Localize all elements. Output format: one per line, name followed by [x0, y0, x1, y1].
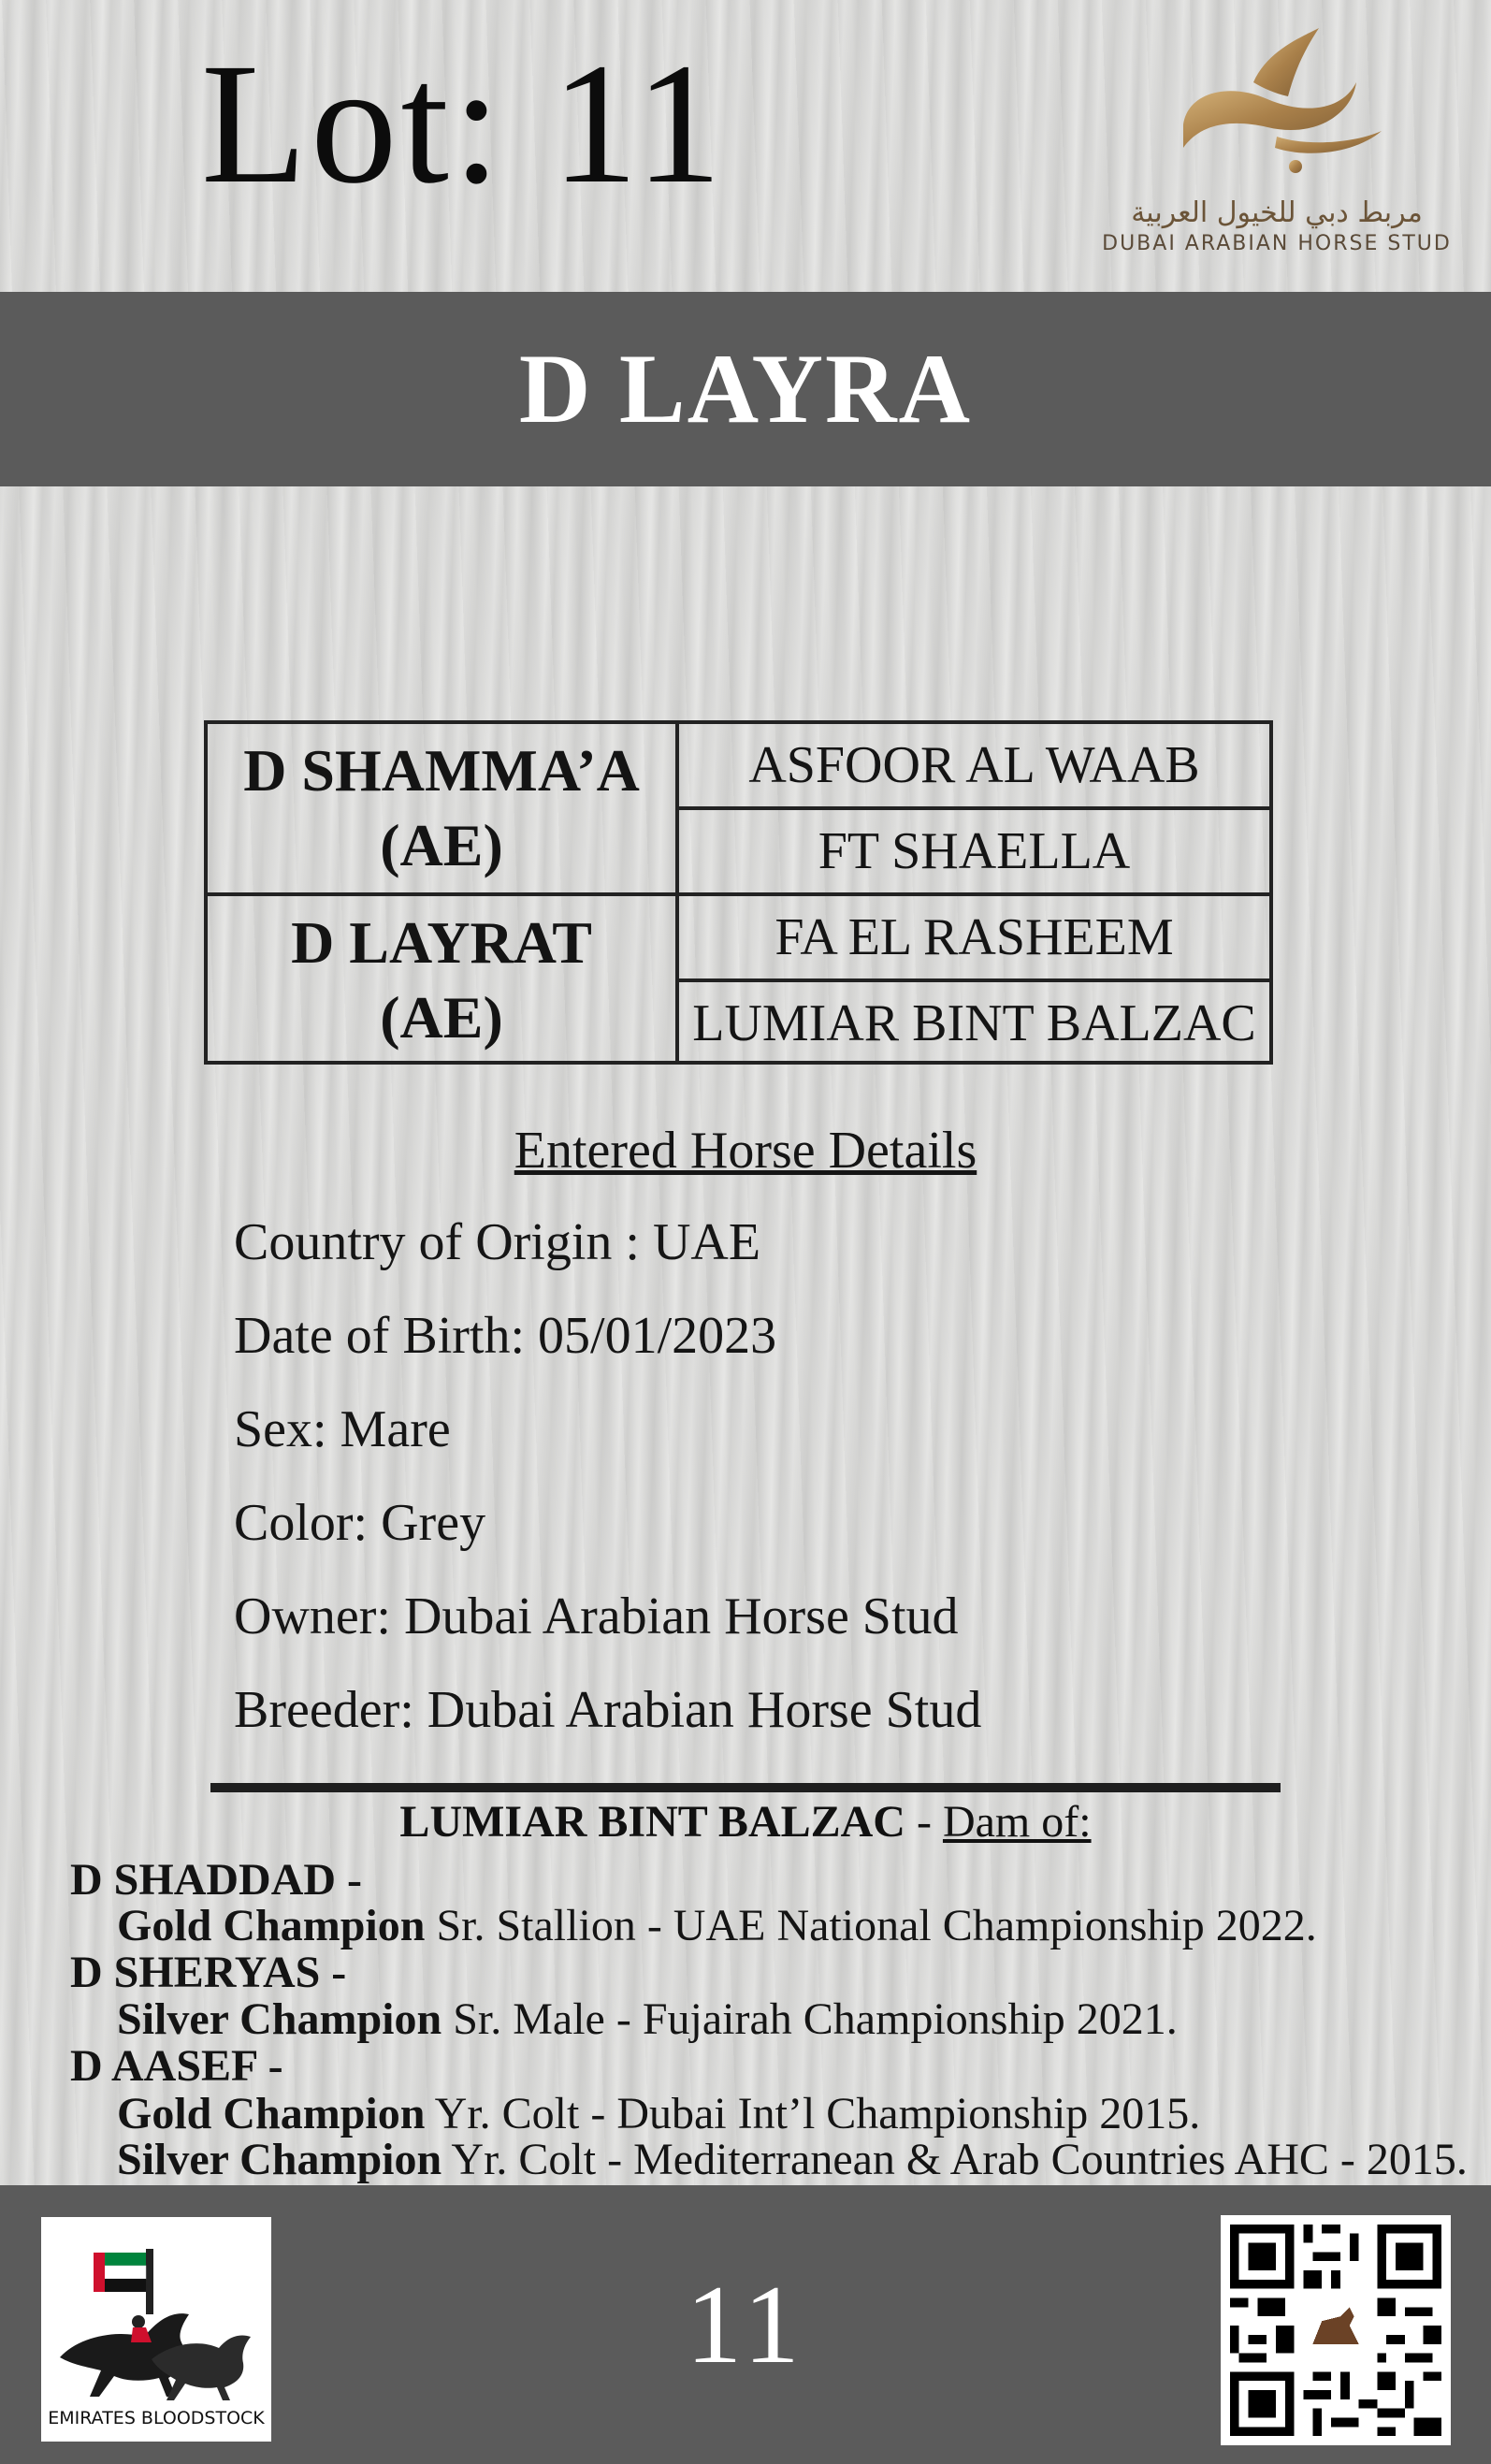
pedigree-sire: [208, 724, 675, 892]
offspring-record: Gold Champion Yr. Colt - Dubai Int’l Championship 2015.: [117, 2089, 1201, 2138]
detail-owner: Owner: Dubai Arabian Horse Stud: [234, 1587, 959, 1645]
detail-breeder: Breeder: Dubai Arabian Horse Stud: [234, 1681, 982, 1739]
detail-country: Country of Origin : UAE: [234, 1213, 761, 1271]
pedigree-dam-sire: FA EL RASHEEM: [774, 908, 1174, 966]
section-divider: [210, 1783, 1281, 1792]
dam-of-heading: [0, 1796, 1491, 1848]
offspring-record: Silver Champion Sr. Male - Fujairah Championship 2021.: [117, 1994, 1178, 2044]
emirates-bloodstock-logo: [41, 2217, 271, 2442]
sire-country: (AE): [380, 812, 503, 878]
pedigree-sire-sire: ASFOOR AL WAAB: [748, 736, 1200, 794]
detail-sex: Sex: Mare: [234, 1400, 451, 1458]
footer-band: [0, 2185, 1491, 2464]
horse-name-band: [0, 292, 1491, 486]
qr-code[interactable]: [1221, 2215, 1451, 2445]
offspring-record: Gold Champion Sr. Stallion - UAE National Championship 2022.: [117, 1901, 1317, 1950]
offspring-name: D SHADDAD -: [70, 1855, 362, 1905]
dam-of-label: Dam of:: [942, 1797, 1092, 1847]
detail-dob: Date of Birth: 05/01/2023: [234, 1307, 777, 1365]
horse-name: D LAYRA: [518, 334, 973, 443]
footer-lot-number: 11: [686, 2262, 805, 2386]
sire-name: D SHAMMA’A: [243, 737, 640, 804]
detail-color: Color: Grey: [234, 1494, 486, 1552]
pedigree-table: [204, 720, 1273, 1065]
details-heading: Entered Horse Details: [514, 1122, 977, 1180]
dam-country: (AE): [380, 984, 503, 1051]
qr-code-icon: [1221, 2215, 1451, 2445]
pedigree-dam: [208, 896, 675, 1065]
dam-of-separator: -: [905, 1797, 943, 1847]
offspring-record: Silver Champion Yr. Colt - Mediterranean & Arab Countries AHC - 2015.: [117, 2135, 1468, 2184]
dam-name: D LAYRAT: [291, 909, 592, 976]
emirates-bloodstock-text: EMIRATES BLOODSTOCK: [48, 2408, 265, 2428]
pedigree-dam-dam: LUMIAR BINT BALZAC: [692, 994, 1256, 1052]
racing-horse-flag-icon: [41, 2217, 271, 2404]
offspring-name: D AASEF -: [70, 2041, 283, 2091]
lot-title: Lot: 11: [201, 28, 726, 220]
dam-of-dam-name: LUMIAR BINT BALZAC: [399, 1797, 905, 1847]
pedigree-sire-dam: FT SHAELLA: [818, 822, 1131, 880]
stud-emblem-icon: [1165, 26, 1389, 185]
offspring-name: D SHERYAS -: [70, 1948, 347, 1997]
stud-logo: [1094, 26, 1459, 260]
stud-name-arabic: مربط دبي للخيول العربية: [1131, 196, 1423, 229]
stud-name-english: DUBAI ARABIAN HORSE STUD: [1102, 232, 1452, 255]
